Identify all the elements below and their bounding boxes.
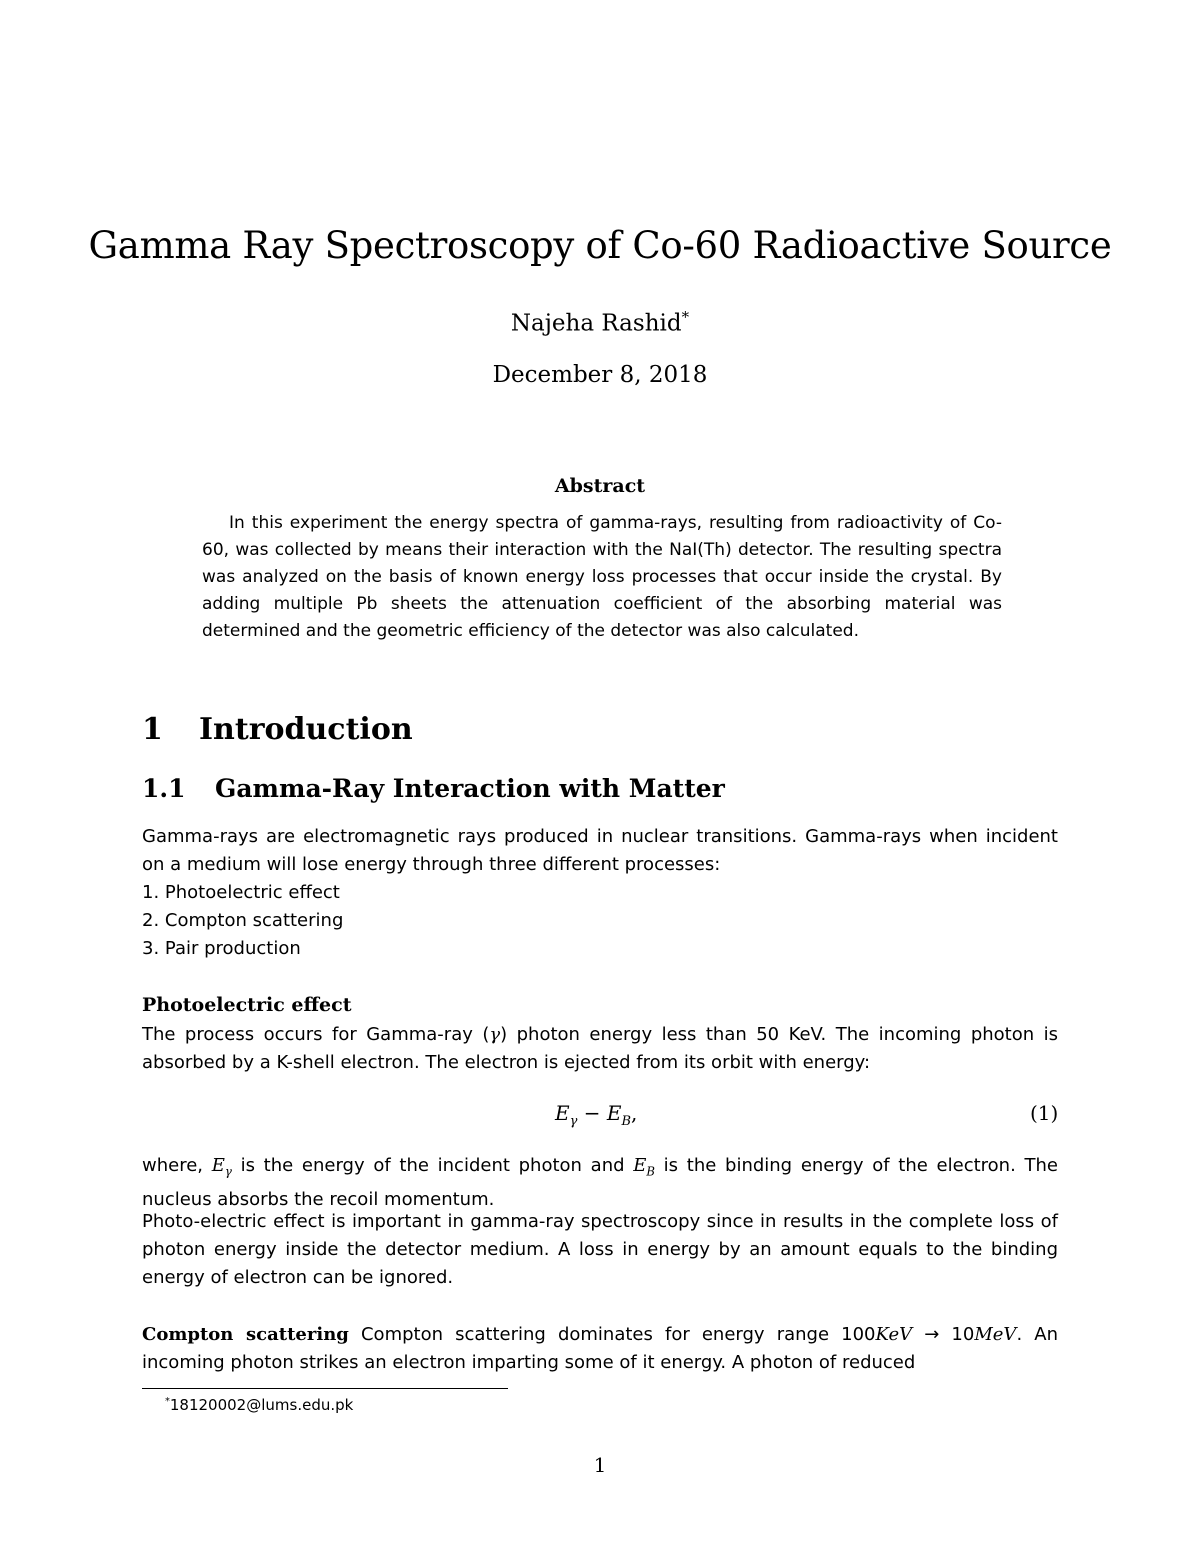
text-run: The process occurs for Gamma-ray ( xyxy=(142,1024,490,1045)
subscript: γ xyxy=(224,1164,232,1179)
author-footnote-mark: * xyxy=(681,308,690,326)
subscript: γ xyxy=(569,1114,578,1129)
section-title: Introduction xyxy=(199,712,413,747)
energy-symbol: E xyxy=(633,1155,647,1176)
photoelectric-paragraph xyxy=(142,1021,1058,1077)
footnote xyxy=(165,1396,353,1414)
footnote-divider xyxy=(142,1388,508,1389)
unit-kev: KeV xyxy=(875,1324,913,1345)
energy-symbol: E xyxy=(606,1101,622,1125)
text-run: Compton scattering dominates for energy range 100 xyxy=(348,1324,876,1345)
list-item: 3. Pair production xyxy=(142,938,301,959)
text-run: is the binding energy of the electron. The nucleus absorbs the recoil momentum. xyxy=(142,1155,1058,1210)
abstract-text: In this experiment the energy spectra of gamma-rays, resulting from radioactivity of Co-60, was collected by means their interaction with the NaI(Th) detector. The resulting spectra was analyzed on the basis of known energy loss processes that occur inside the crystal. By adding multiple Pb sheets the attenuation coefficient of the absorbing material was determined and the geometric efficiency of the detector was also calculated. xyxy=(202,513,1002,641)
section-number: 1 xyxy=(142,712,163,747)
footnote-mark: * xyxy=(165,1396,170,1407)
photoelectric-importance-paragraph: Photo-electric effect is important in gamma-ray spectroscopy since in results in the complete loss of photon energy inside the detector medium. A loss in energy by an amount equals to the binding energy of electron can be ignored. xyxy=(142,1211,1058,1288)
intro-block xyxy=(142,823,1058,963)
footnote-email: 18120002@lums.edu.pk xyxy=(169,1396,354,1414)
subsection-heading xyxy=(142,774,725,803)
text-run: where, xyxy=(142,1155,212,1176)
process-list xyxy=(142,879,1058,963)
abstract-heading: Abstract xyxy=(554,475,646,497)
equation-number: (1) xyxy=(1030,1101,1059,1125)
unit-mev: MeV xyxy=(974,1324,1017,1345)
subscript: B xyxy=(621,1114,632,1129)
list-item: 1. Photoelectric effect xyxy=(142,882,340,903)
subsection-number: 1.1 xyxy=(142,774,186,803)
author-name: Najeha Rashid xyxy=(510,310,682,337)
energy-symbol: E xyxy=(555,1101,570,1125)
subscript: B xyxy=(646,1164,655,1179)
text-run: . An incoming photon strikes an electron imparting some of it energy. A photon of reduced xyxy=(142,1324,1058,1373)
publication-date: December 8, 2018 xyxy=(492,362,708,388)
subsection-title: Gamma-Ray Interaction with Matter xyxy=(215,774,725,803)
energy-binding xyxy=(633,1155,655,1179)
paper-title: Gamma Ray Spectroscopy of Co-60 Radioactive Source xyxy=(88,224,1112,267)
where-paragraph xyxy=(142,1152,1058,1214)
compton-heading: Compton scattering xyxy=(142,1324,349,1345)
photoelectric-heading: Photoelectric effect xyxy=(142,994,352,1016)
text-run: ) photon energy less than 50 KeV. The incoming photon is absorbed by a K-shell electron. The electron is ejected from its orbit with energy: xyxy=(142,1024,1058,1073)
intro-paragraph: Gamma-rays are electromagnetic rays produced in nuclear transitions. Gamma-rays when incident on a medium will lose energy through three different processes: xyxy=(142,826,1058,875)
compton-paragraph xyxy=(142,1321,1058,1377)
text-run: is the energy of the incident photon and xyxy=(231,1155,634,1176)
list-item: 2. Compton scattering xyxy=(142,910,344,931)
author-line xyxy=(0,308,1200,337)
energy-symbol: E xyxy=(211,1155,225,1176)
comma: , xyxy=(631,1101,638,1125)
page-number: 1 xyxy=(593,1453,607,1477)
gamma-symbol: γ xyxy=(489,1024,501,1045)
energy-gamma xyxy=(211,1155,232,1179)
arrow-text: → 10 xyxy=(912,1324,975,1345)
minus-sign: − xyxy=(577,1101,607,1125)
section-heading xyxy=(142,712,413,747)
equation xyxy=(555,1101,637,1129)
